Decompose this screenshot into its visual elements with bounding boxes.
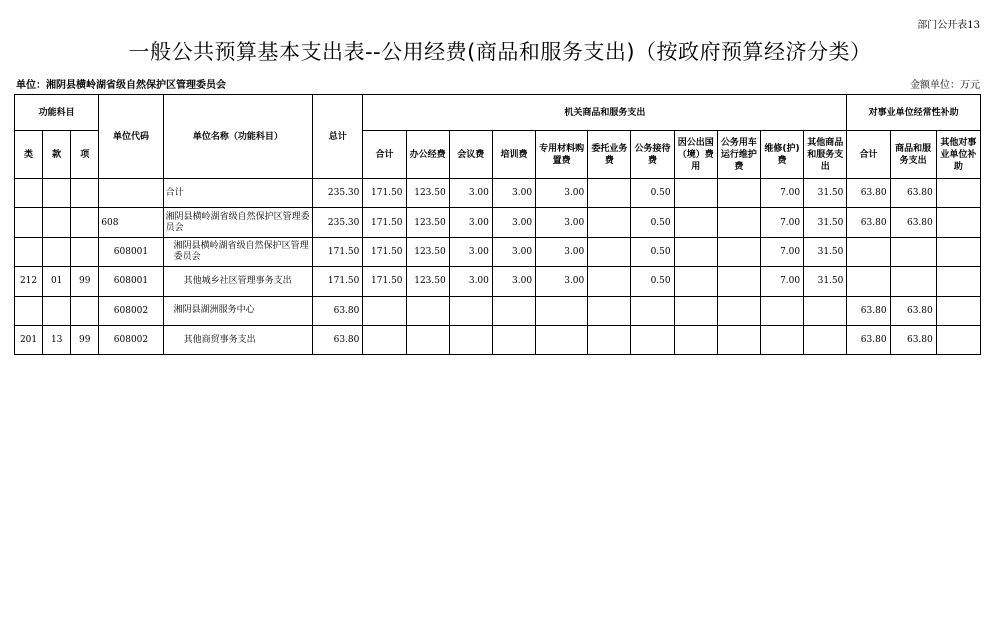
header-g2-col: 商品和服务支出	[890, 131, 936, 179]
cell-g2-value: 63.80	[890, 208, 936, 237]
header-total: 总计	[313, 95, 363, 179]
cell-g1-value	[804, 325, 847, 354]
cell-g2-value	[847, 237, 890, 266]
cell-total: 235.30	[313, 208, 363, 237]
table-code-label: 部门公开表13	[917, 20, 980, 31]
header-g2-col: 其他对事业单位补助	[936, 131, 980, 179]
header-g1-col: 办公经费	[406, 131, 449, 179]
cell-g1-value	[674, 267, 717, 296]
cell-g1-value	[588, 237, 631, 266]
cell-g1-value	[717, 179, 760, 208]
header-kuan: 款	[43, 131, 71, 179]
cell-total: 63.80	[313, 296, 363, 325]
cell-g1-value	[492, 325, 535, 354]
cell-kuan	[43, 237, 71, 266]
cell-total: 171.50	[313, 267, 363, 296]
cell-g1-value: 123.50	[406, 267, 449, 296]
cell-g1-value	[631, 296, 674, 325]
cell-g1-value: 171.50	[363, 208, 406, 237]
cell-unit-name: 其他商贸事务支出	[163, 325, 313, 354]
table-row	[15, 179, 981, 208]
cell-lei	[15, 237, 43, 266]
cell-g1-value	[631, 325, 674, 354]
page-title: 一般公共预算基本支出表--公用经费(商品和服务支出)（按政府预算经济分类）	[128, 40, 872, 64]
cell-g2-value	[936, 179, 980, 208]
header-g1-col: 公务接待费	[631, 131, 674, 179]
cell-g1-value: 31.50	[804, 237, 847, 266]
header-g1-col: 因公出国（境）费用	[674, 131, 717, 179]
cell-g1-value	[674, 208, 717, 237]
header-func-subject: 功能科目	[15, 95, 99, 131]
cell-kuan	[43, 179, 71, 208]
cell-g1-value	[717, 296, 760, 325]
cell-unit-name: 湘阴县横岭湖省级自然保护区管理委员会	[163, 208, 313, 237]
header-g1-col: 维修(护)费	[760, 131, 803, 179]
cell-g1-value: 7.00	[760, 208, 803, 237]
cell-kuan: 13	[43, 325, 71, 354]
cell-unit-name: 湘阴县湖洲服务中心	[163, 296, 313, 325]
cell-g1-value: 3.00	[536, 179, 588, 208]
cell-g2-value: 63.80	[847, 208, 890, 237]
cell-g1-value	[363, 325, 406, 354]
cell-g1-value: 123.50	[406, 179, 449, 208]
cell-g2-value	[936, 208, 980, 237]
cell-g1-value: 3.00	[492, 237, 535, 266]
cell-g2-value	[936, 237, 980, 266]
header-g1-col: 合计	[363, 131, 406, 179]
cell-g1-value	[449, 325, 492, 354]
cell-g1-value	[492, 296, 535, 325]
cell-g1-value	[536, 296, 588, 325]
cell-g1-value: 31.50	[804, 267, 847, 296]
cell-unit-code: 608001	[99, 267, 163, 296]
cell-g1-value: 3.00	[536, 208, 588, 237]
cell-g1-value	[363, 296, 406, 325]
cell-g1-value	[406, 325, 449, 354]
cell-g1-value	[588, 267, 631, 296]
header-g1-col: 其他商品和服务支出	[804, 131, 847, 179]
cell-lei: 212	[15, 267, 43, 296]
cell-g1-value: 3.00	[449, 179, 492, 208]
cell-g1-value	[588, 325, 631, 354]
table-row	[15, 237, 981, 266]
cell-g1-value	[674, 325, 717, 354]
cell-g1-value: 31.50	[804, 179, 847, 208]
cell-kuan: 01	[43, 267, 71, 296]
header-g2-col: 合计	[847, 131, 890, 179]
cell-g1-value: 3.00	[492, 208, 535, 237]
cell-unit-code	[99, 179, 163, 208]
cell-g1-value: 3.00	[536, 237, 588, 266]
cell-g2-value: 63.80	[890, 296, 936, 325]
header-g1-col: 公务用车运行维护费	[717, 131, 760, 179]
cell-xiang	[71, 296, 99, 325]
cell-g1-value	[406, 296, 449, 325]
cell-g1-value: 0.50	[631, 208, 674, 237]
cell-g1-value	[449, 296, 492, 325]
cell-g1-value: 3.00	[492, 179, 535, 208]
header-lei: 类	[15, 131, 43, 179]
cell-g1-value: 3.00	[449, 237, 492, 266]
cell-kuan	[43, 296, 71, 325]
header-xiang: 项	[71, 131, 99, 179]
cell-unit-code: 608	[99, 208, 163, 237]
cell-lei: 201	[15, 325, 43, 354]
cell-unit-name: 合计	[163, 179, 313, 208]
cell-g1-value	[717, 267, 760, 296]
cell-unit-name: 其他城乡社区管理事务支出	[163, 267, 313, 296]
cell-g2-value	[936, 296, 980, 325]
cell-xiang: 99	[71, 325, 99, 354]
cell-xiang: 99	[71, 267, 99, 296]
cell-g1-value: 123.50	[406, 237, 449, 266]
cell-g2-value	[936, 267, 980, 296]
cell-g2-value	[890, 237, 936, 266]
table-row	[15, 267, 981, 296]
header-g1-col: 专用材料购置费	[536, 131, 588, 179]
header-group-commodity: 机关商品和服务支出	[363, 95, 847, 131]
cell-xiang	[71, 237, 99, 266]
cell-g1-value	[674, 179, 717, 208]
cell-g2-value: 63.80	[890, 179, 936, 208]
cell-g1-value: 0.50	[631, 267, 674, 296]
cell-unit-code: 608001	[99, 237, 163, 266]
cell-g1-value	[717, 325, 760, 354]
cell-g1-value: 171.50	[363, 179, 406, 208]
cell-g1-value: 7.00	[760, 179, 803, 208]
cell-g1-value: 171.50	[363, 267, 406, 296]
cell-g1-value: 171.50	[363, 237, 406, 266]
cell-g1-value: 31.50	[804, 208, 847, 237]
cell-total: 171.50	[313, 237, 363, 266]
budget-table	[14, 94, 981, 355]
cell-g1-value: 123.50	[406, 208, 449, 237]
cell-g1-value	[588, 296, 631, 325]
cell-unit-code: 608002	[99, 325, 163, 354]
cell-g2-value: 63.80	[890, 325, 936, 354]
cell-kuan	[43, 208, 71, 237]
header-unit-name: 单位名称（功能科目）	[163, 95, 313, 179]
cell-g1-value: 7.00	[760, 267, 803, 296]
cell-g1-value	[674, 296, 717, 325]
header-group-subsidy: 对事业单位经常性补助	[847, 95, 981, 131]
cell-g2-value	[847, 267, 890, 296]
cell-lei	[15, 208, 43, 237]
cell-total: 63.80	[313, 325, 363, 354]
table-row	[15, 296, 981, 325]
table-row	[15, 325, 981, 354]
cell-g2-value: 63.80	[847, 179, 890, 208]
cell-g1-value	[588, 179, 631, 208]
header-g1-col: 委托业务费	[588, 131, 631, 179]
cell-xiang	[71, 179, 99, 208]
cell-g2-value: 63.80	[847, 325, 890, 354]
cell-g1-value: 0.50	[631, 179, 674, 208]
cell-g1-value	[760, 325, 803, 354]
cell-g1-value: 3.00	[449, 267, 492, 296]
cell-g1-value: 3.00	[536, 267, 588, 296]
cell-xiang	[71, 208, 99, 237]
cell-g1-value	[536, 325, 588, 354]
cell-g1-value	[588, 208, 631, 237]
cell-g1-value	[674, 237, 717, 266]
cell-g2-value	[936, 325, 980, 354]
cell-g1-value: 0.50	[631, 237, 674, 266]
cell-g1-value	[717, 208, 760, 237]
cell-g1-value: 3.00	[449, 208, 492, 237]
cell-g2-value	[890, 267, 936, 296]
cell-g1-value: 7.00	[760, 237, 803, 266]
cell-g1-value	[717, 237, 760, 266]
unit-name-label: 单位：湘阴县横岭湖省级自然保护区管理委员会	[16, 80, 226, 91]
cell-g2-value: 63.80	[847, 296, 890, 325]
cell-g1-value	[760, 296, 803, 325]
header-unit-code: 单位代码	[99, 95, 163, 179]
cell-unit-code: 608002	[99, 296, 163, 325]
cell-lei	[15, 296, 43, 325]
header-g1-col: 培训费	[492, 131, 535, 179]
cell-total: 235.30	[313, 179, 363, 208]
cell-lei	[15, 179, 43, 208]
cell-unit-name: 湘阴县横岭湖省级自然保护区管理委员会	[163, 237, 313, 266]
header-g1-col: 会议费	[449, 131, 492, 179]
table-row	[15, 208, 981, 237]
amount-unit-label: 金额单位：万元	[910, 80, 980, 91]
cell-g1-value	[804, 296, 847, 325]
cell-g1-value: 3.00	[492, 267, 535, 296]
